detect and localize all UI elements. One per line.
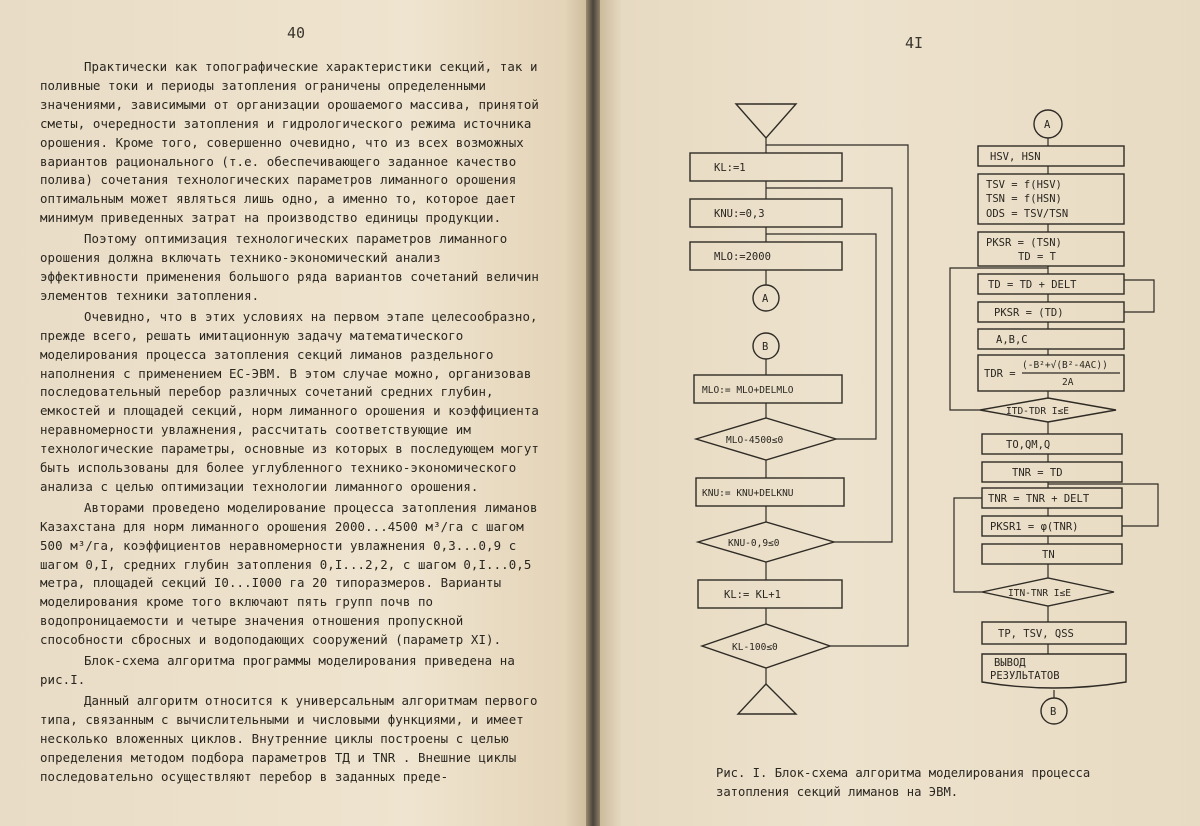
to-qm-q-box bbox=[982, 434, 1122, 454]
tdr-denominator-text: 2A bbox=[1062, 377, 1074, 388]
itn-loop-line bbox=[954, 498, 982, 592]
paragraph-3: Очевидно, что в этих условиях на первом этапе целесообразно, прежде всего, решать имитационную задачу математического моделирования процесса затопления секций лиманов раздельного наполнения с применением ЕС-ЭВМ. В этом случае можно, организовав последовательный перебор различных сочетаний средних глубин, емкостей и площадей секций, норм лиманного орошения и коэффициента неравномерности увлажнения, рассчитать соответствующие им технологические параметры, основные из которых в последующем могут быть использованы для более углубленного технико-экономического анализа с целью оптимизации технологии лиманного орошения. bbox=[40, 308, 539, 494]
connector-b-right-text: B bbox=[1050, 706, 1057, 718]
tnr-inner-loop-line bbox=[1048, 484, 1158, 526]
paragraph-4: Авторами проведено моделирование процесса затопления лиманов Казахстана для норм лиманного орошения 2000...4500 м³/га с шагом 500 м³/га, коэффициентов неравномерности увлажнения 0,3...0,9 с шагом 0,I, средних глубин затопления 0,I...2,2, с шагом 0,I...0,5 метра, площадей секций I0...I000 га 20 типоразмеров. Варианты моделирования кроме того включают пять групп почв по водопроницаемости и четыре значения отношения пропускной способности сбросных и водоподающих сооружений (параметр XI). bbox=[40, 499, 538, 648]
connector-a-left-text: A bbox=[762, 293, 769, 305]
mlo-check-text: MLO-4500≤0 bbox=[726, 435, 784, 446]
kl-check-text: KL-100≤0 bbox=[732, 642, 778, 653]
pksr1-text: PKSR1 = φ(TNR) bbox=[990, 521, 1079, 533]
flowchart-svg bbox=[598, 0, 1200, 826]
knu-init-text: KNU:=0,3 bbox=[714, 208, 765, 220]
knu-step-text: KNU:= KNU+DELKNU bbox=[702, 488, 794, 499]
paragraph-2: Поэтому оптимизация технологических параметров лиманного орошения должна включать технико-экономический анализ эффективности применения большого ряда вариантов сочетаний величин элементов техники затопления. bbox=[40, 231, 539, 303]
tnr-step-text: TNR = TNR + DELT bbox=[988, 493, 1090, 505]
paragraph-6: Данный алгоритм относится к универсальным алгоритмам первого типа, связанным с вычислительными и числовыми функциями, и имеет несколько вложенных циклов. Внутренние циклы построены с целью определения методом подбора параметров ТД и TNR . Внешние циклы последовательно осуществляют перебор в заданных преде- bbox=[40, 692, 538, 784]
calc-ods-text: ODS = TSV/TSN bbox=[986, 208, 1069, 220]
start-triangle bbox=[736, 104, 796, 138]
pksr-td-text: PKSR = (TD) bbox=[994, 307, 1064, 319]
left-page-number: 40 bbox=[287, 24, 306, 42]
paragraph-5: Блок-схема алгоритма программы моделирования приведена на рис.I. bbox=[40, 653, 515, 687]
td-step-text: TD = TD + DELT bbox=[988, 279, 1077, 291]
kl-init-text: KL:=1 bbox=[714, 162, 746, 174]
results-line2-text: РЕЗУЛЬТАТОВ bbox=[990, 670, 1060, 682]
itd-check-text: ITD-TDR I≤E bbox=[1006, 406, 1069, 417]
pksr-tsn-text: PKSR = (TSN) bbox=[986, 237, 1062, 249]
flowchart bbox=[598, 0, 1200, 826]
knu-check-text: KNU-0,9≤0 bbox=[728, 538, 780, 549]
input-hsv-hsn-text: HSV, HSN bbox=[990, 151, 1041, 163]
tdr-numerator-text: (-B²+√(B²-4AC)) bbox=[1022, 360, 1108, 371]
figure-caption: Рис. I. Блок-схема алгоритма моделирования процесса затопления секций лиманов на ЭВМ. bbox=[716, 766, 1091, 799]
connector-b-left-text: B bbox=[762, 341, 769, 353]
tdr-label-text: TDR = bbox=[984, 368, 1016, 380]
td-init-text: TD = T bbox=[1018, 251, 1056, 263]
tn-text: TN bbox=[1042, 549, 1055, 561]
calc-tsn-text: TSN = f(HSN) bbox=[986, 193, 1062, 205]
mlo-loop-line bbox=[766, 234, 876, 439]
connector-a-right-text: A bbox=[1044, 119, 1051, 131]
to-qm-q-text: TO,QM,Q bbox=[1006, 439, 1051, 451]
mlo-init-text: MLO:=2000 bbox=[714, 251, 771, 263]
knu-init-box bbox=[690, 199, 842, 227]
end-triangle bbox=[738, 684, 796, 714]
abc-text: A,B,C bbox=[996, 334, 1028, 346]
kl-step-text: KL:= KL+1 bbox=[724, 589, 781, 601]
tnr-init-text: TNR = TD bbox=[1012, 467, 1063, 479]
results-line1-text: ВЫВОД bbox=[994, 657, 1026, 669]
kl-init-box bbox=[690, 153, 842, 181]
right-page-number: 4I bbox=[905, 34, 924, 52]
itn-check-text: ITN-TNR I≤E bbox=[1008, 588, 1071, 599]
calc-tsv-text: TSV = f(HSV) bbox=[986, 179, 1062, 191]
outputs-text: TP, TSV, QSS bbox=[998, 628, 1074, 640]
mlo-step-text: MLO:= MLO+DELMLO bbox=[702, 385, 794, 396]
td-inner-loop-line bbox=[1124, 280, 1154, 312]
paragraph-1: Практически как топографические характеристики секций, так и поливные токи и периоды затопления ограничены определенными значениями, зависимыми от организации орошаемого массива, принятой сметы, очередности затопления и гидрологического режима источника орошения. Кроме того, совершенно очевидно, что из всех возможных вариантов рационального (т.е. обеспечивающего заданное качество полива) сочетания технологических параметров лиманного орошения оптимальным может являться лишь одно, а именно то, которое дает минимум приведенных затрат на производство единицы продукции. bbox=[40, 59, 539, 226]
left-text-column bbox=[40, 58, 540, 786]
